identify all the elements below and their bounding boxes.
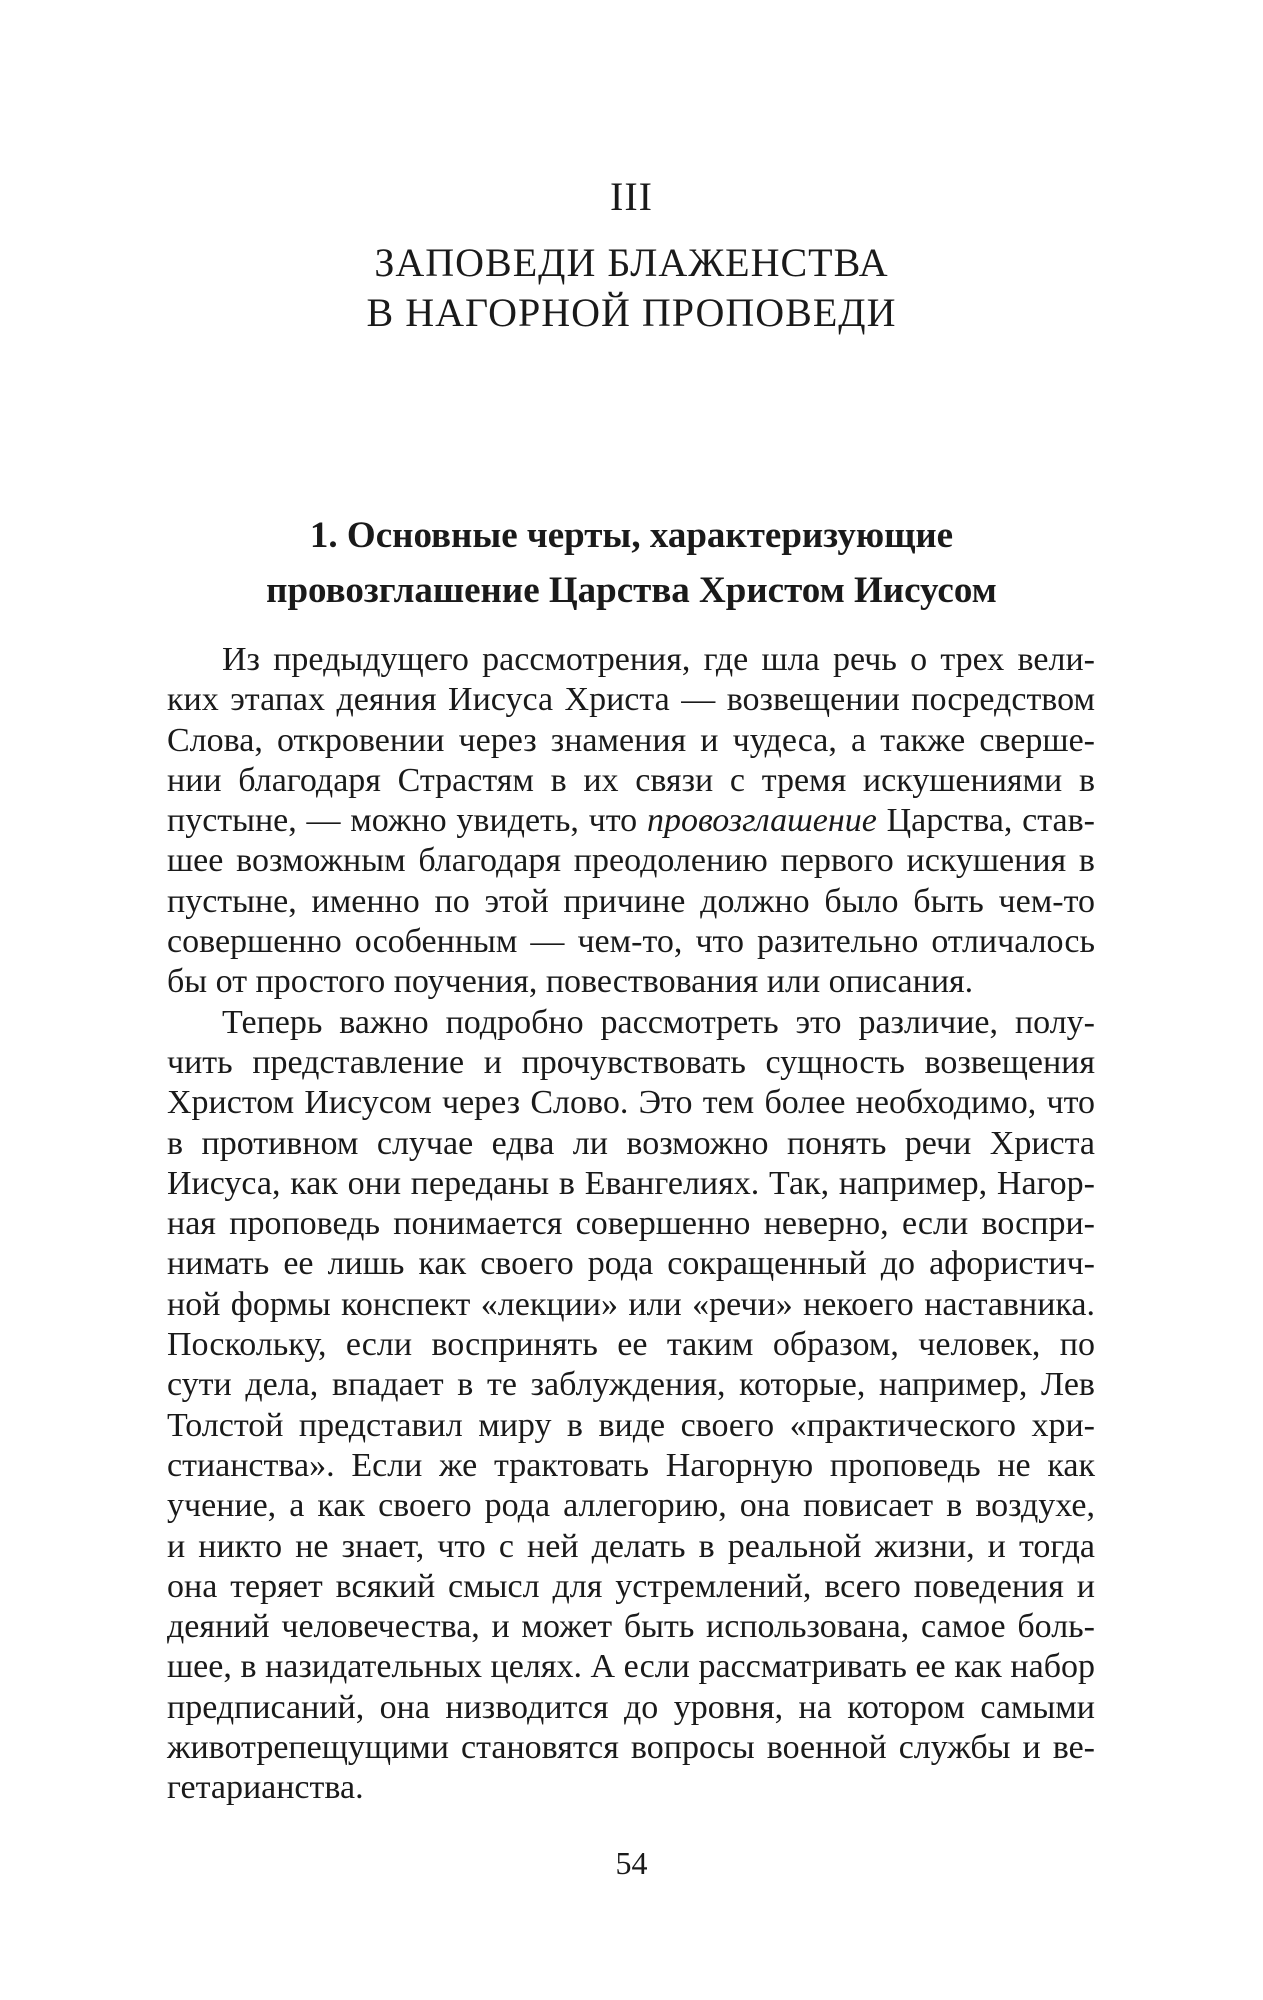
text-line: Теперь важно подробно рассмотреть это различие, полу-: [222, 1003, 1095, 1041]
text-line: Толстой представил миру в виде своего «практического хри-: [167, 1406, 1095, 1444]
text-line: ной формы конспект «лекции» или «речи» некоего наставника.: [167, 1285, 1095, 1323]
paragraph-2: [167, 1003, 1095, 1809]
chapter-title-line: ЗАПОВЕДИ БЛАЖЕНСТВА: [374, 240, 889, 285]
text-line: сути дела, впадает в те заблуждения, которые, например, Лев: [167, 1366, 1095, 1404]
text-line: Слова, откровении через знамения и чудеса, а также сверше-: [167, 721, 1095, 759]
text-line: нии благодаря Страстям в их связи с тремя искушениями в: [167, 761, 1095, 799]
text-line: Иисуса, как они переданы в Евангелиях. Так, например, Нагор-: [167, 1164, 1095, 1202]
text-line: стианства». Если же трактовать Нагорную проповедь не как: [167, 1446, 1095, 1484]
text-line: учение, а как своего рода аллегорию, она повисает в воздухе,: [167, 1487, 1095, 1525]
italic-term: провозглашение: [646, 802, 877, 840]
text-line: шее возможным благодаря преодолению первого искушения в: [167, 842, 1095, 880]
text-line: гетарианства.: [167, 1769, 364, 1807]
paragraph-1: [167, 640, 1095, 1003]
text-line: животрепещущими становятся вопросы военной службы и ве-: [167, 1729, 1095, 1767]
text-line: нимать ее лишь как своего рода сокращенный до афористич-: [167, 1245, 1095, 1283]
section-title: [0, 508, 1263, 618]
text-line: в противном случае едва ли возможно понять речи Христа: [167, 1124, 1095, 1162]
text-line: ная проповедь понимается совершенно неверно, если воспри-: [167, 1205, 1095, 1243]
chapter-title: [0, 238, 1263, 338]
chapter-number: III: [610, 174, 653, 219]
text-line: шее, в назидательных целях. А если рассматривать ее как набор: [167, 1648, 1095, 1686]
text-line: она теряет всякий смысл для устремлений, всего поведения и: [167, 1567, 1095, 1605]
text-line: ких этапах деяния Иисуса Христа — возвещении посредством: [167, 681, 1095, 719]
text-line: и никто не знает, что с ней делать в реальной жизни, и тогда: [167, 1527, 1095, 1565]
chapter-title-line: В НАГОРНОЙ ПРОПОВЕДИ: [366, 290, 897, 335]
text-line: деяний человечества, и может быть использована, самое боль-: [167, 1608, 1095, 1646]
section-title-line: 1. Основные черты, характеризующие: [309, 515, 954, 556]
text-line: [167, 801, 1095, 841]
text-line: Из предыдущего рассмотрения, где шла речь о трех вели-: [222, 641, 1095, 678]
body-text: [167, 640, 1095, 1809]
text-fragment: пустыне, — можно увидеть, что: [167, 802, 647, 840]
section-title-line: провозглашение Царства Христом Иисусом: [266, 570, 997, 611]
text-fragment: Царства, став-: [876, 802, 1095, 840]
text-line: бы от простого поучения, повествования или описания.: [167, 963, 974, 1001]
page-number: 54: [615, 1845, 648, 1881]
text-line: Христом Иисусом через Слово. Это тем более необходимо, что: [167, 1084, 1095, 1122]
text-line: совершенно особенным — чем-то, что разительно отличалось: [167, 923, 1095, 961]
text-line: предписаний, она низводится до уровня, на котором самыми: [167, 1688, 1095, 1726]
text-line: пустыне, именно по этой причине должно было быть чем-то: [167, 882, 1095, 920]
text-line: Поскольку, если воспринять ее таким образом, человек, по: [167, 1326, 1095, 1364]
text-line: чить представление и прочувствовать сущность возвещения: [167, 1043, 1095, 1081]
